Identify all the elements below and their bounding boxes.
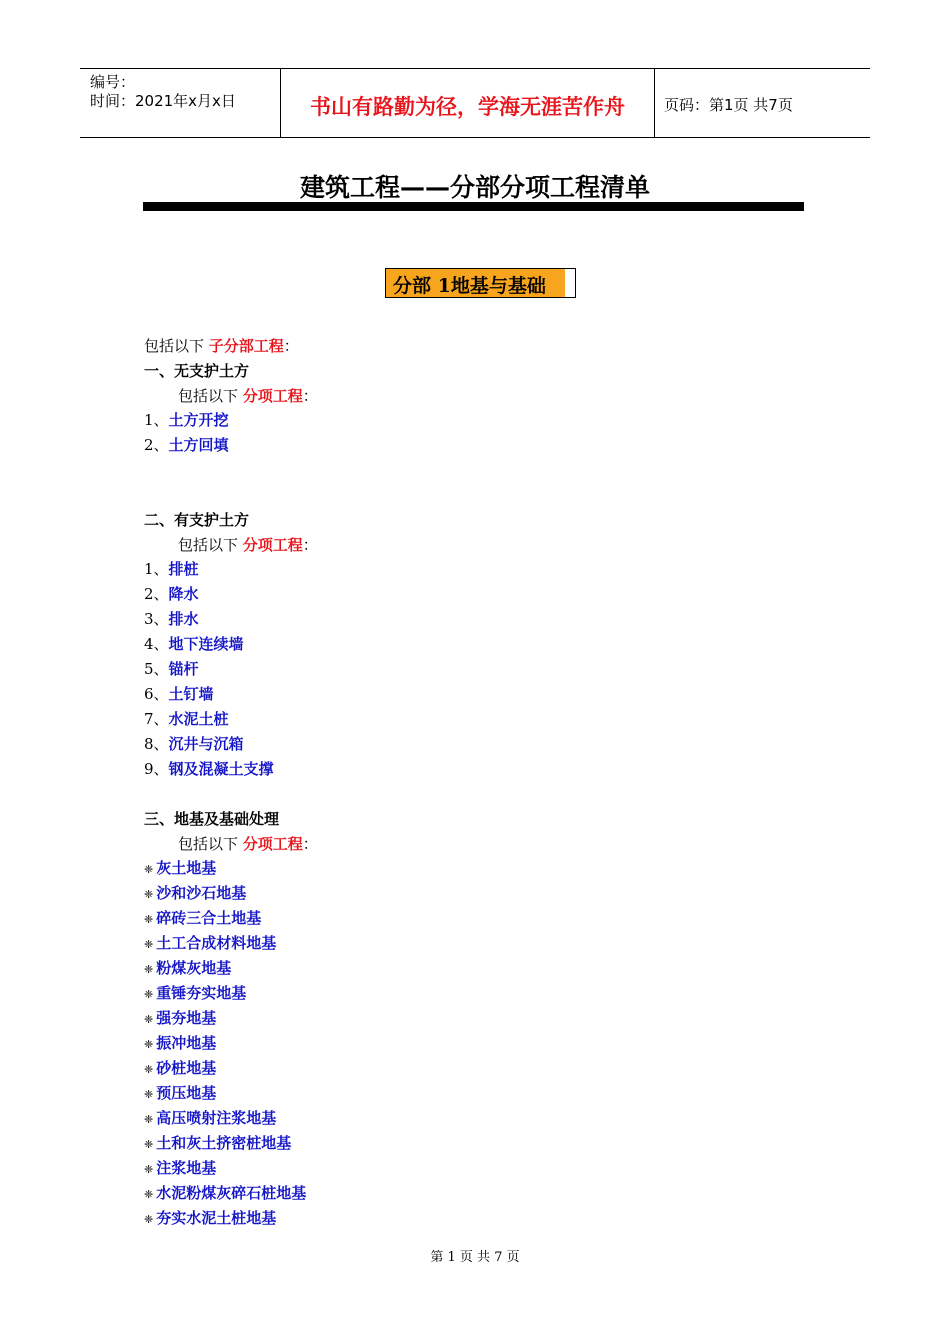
sub-intro-line: [178, 535, 318, 555]
sub-intro-prefix: 包括以下: [178, 387, 243, 405]
number-label: 编号：: [90, 73, 136, 91]
list-item: [144, 1058, 216, 1080]
bullet-icon: ❈: [144, 1138, 154, 1151]
item-text: 土钉墙: [168, 685, 214, 703]
list-item: [144, 759, 274, 779]
motto: 书山有路勤为径，学海无涯苦作舟: [310, 95, 625, 119]
item-text: 预压地基: [156, 1084, 217, 1102]
item-number: 5、: [144, 660, 169, 678]
bullet-icon: ❈: [144, 1013, 154, 1026]
bullet-icon: ❈: [144, 1088, 154, 1101]
bullet-icon: ❈: [144, 1063, 154, 1076]
list-item: [144, 734, 244, 754]
group-heading: 三、地基及基础处理: [144, 810, 280, 828]
list-item: [144, 584, 199, 604]
title-underline: [143, 202, 804, 211]
item-text: 夯实水泥土桩地基: [156, 1209, 277, 1227]
group-heading: 一、无支护土方: [144, 362, 250, 380]
item-number: 1、: [144, 560, 169, 578]
item-text: 土和灰土挤密桩地基: [156, 1134, 292, 1152]
item-number: 7、: [144, 710, 169, 728]
list-item: [144, 1208, 276, 1230]
list-item: [144, 609, 199, 629]
section-title: 分部 1地基与基础: [393, 275, 546, 297]
page-title: 建筑工程——分部分项工程清单: [299, 173, 650, 202]
item-text: 地下连续墙: [168, 635, 244, 653]
sub-intro-suffix: ：: [302, 835, 318, 853]
item-number: 9、: [144, 760, 169, 778]
list-item: [144, 709, 229, 729]
bullet-icon: ❈: [144, 988, 154, 1001]
item-text: 降水: [168, 585, 199, 603]
item-text: 高压喷射注浆地基: [156, 1109, 277, 1127]
section-title-box: [385, 268, 576, 298]
bullet-icon: ❈: [144, 888, 154, 901]
item-text: 振冲地基: [156, 1034, 217, 1052]
sub-intro-prefix: 包括以下: [178, 536, 243, 554]
list-item: [144, 1033, 216, 1055]
sub-intro-highlight: 分项工程: [242, 536, 303, 554]
list-item: [144, 634, 244, 654]
sub-intro-prefix: 包括以下: [178, 835, 243, 853]
item-text: 砂桩地基: [156, 1059, 217, 1077]
bullet-icon: ❈: [144, 963, 154, 976]
sub-intro-line: [178, 386, 318, 406]
item-text: 粉煤灰地基: [156, 959, 232, 977]
sub-intro-highlight: 分项工程: [242, 835, 303, 853]
item-number: 2、: [144, 585, 169, 603]
header-cell-motto: [281, 69, 655, 137]
item-number: 8、: [144, 735, 169, 753]
bullet-icon: ❈: [144, 938, 154, 951]
bullet-icon: ❈: [144, 1163, 154, 1176]
bullet-icon: ❈: [144, 913, 154, 926]
intro-prefix: 包括以下: [144, 337, 209, 355]
item-text: 沙和沙石地基: [156, 884, 247, 902]
sub-intro-highlight: 分项工程: [242, 387, 303, 405]
item-text: 沉井与沉箱: [168, 735, 244, 753]
item-number: 4、: [144, 635, 169, 653]
item-text: 重锤夯实地基: [156, 984, 247, 1002]
time-label: 时间：2021年x月x日: [90, 92, 236, 110]
sub-intro-suffix: ：: [302, 387, 318, 405]
item-text: 水泥粉煤灰碎石桩地基: [156, 1184, 307, 1202]
item-text: 锚杆: [168, 660, 199, 678]
item-text: 强夯地基: [156, 1009, 217, 1027]
page-footer: 第 1 页 共 7 页: [430, 1250, 520, 1265]
bullet-icon: ❈: [144, 1113, 154, 1126]
intro-highlight: 子分部工程: [208, 337, 284, 355]
list-item: [144, 883, 246, 905]
bullet-icon: ❈: [144, 863, 154, 876]
intro-line: [144, 336, 299, 356]
list-item: [144, 684, 214, 704]
item-number: 6、: [144, 685, 169, 703]
document-header: [80, 68, 870, 138]
header-cell-meta: [80, 69, 281, 137]
list-item: [144, 435, 229, 455]
list-item: [144, 410, 229, 430]
item-text: 土方回填: [168, 436, 229, 454]
group-heading: 二、有支护土方: [144, 511, 250, 529]
list-item: [144, 659, 199, 679]
item-text: 灰土地基: [156, 859, 217, 877]
list-item: [144, 983, 246, 1005]
list-item: [144, 1083, 216, 1105]
list-item: [144, 908, 261, 930]
item-text: 土方开挖: [168, 411, 229, 429]
bullet-icon: ❈: [144, 1213, 154, 1226]
item-number: 2、: [144, 436, 169, 454]
list-item: [144, 1158, 216, 1180]
item-number: 1、: [144, 411, 169, 429]
list-item: [144, 1133, 291, 1155]
list-item: [144, 933, 276, 955]
sub-intro-line: [178, 834, 318, 854]
list-item: [144, 559, 199, 579]
sub-intro-suffix: ：: [302, 536, 318, 554]
list-item: [144, 1108, 276, 1130]
intro-suffix: ：: [283, 337, 299, 355]
list-item: [144, 1183, 306, 1205]
bullet-icon: ❈: [144, 1038, 154, 1051]
list-item: [144, 1008, 216, 1030]
header-cell-page: [655, 69, 870, 137]
item-text: 碎砖三合土地基: [156, 909, 262, 927]
item-number: 3、: [144, 610, 169, 628]
bullet-icon: ❈: [144, 1188, 154, 1201]
page-info: 页码：第1页 共7页: [664, 96, 793, 114]
list-item: [144, 858, 216, 880]
item-text: 排水: [168, 610, 199, 628]
list-item: [144, 958, 231, 980]
item-text: 钢及混凝土支撑: [168, 760, 274, 778]
item-text: 排桩: [168, 560, 199, 578]
item-text: 注浆地基: [156, 1159, 217, 1177]
item-text: 土工合成材料地基: [156, 934, 277, 952]
item-text: 水泥土桩: [168, 710, 229, 728]
